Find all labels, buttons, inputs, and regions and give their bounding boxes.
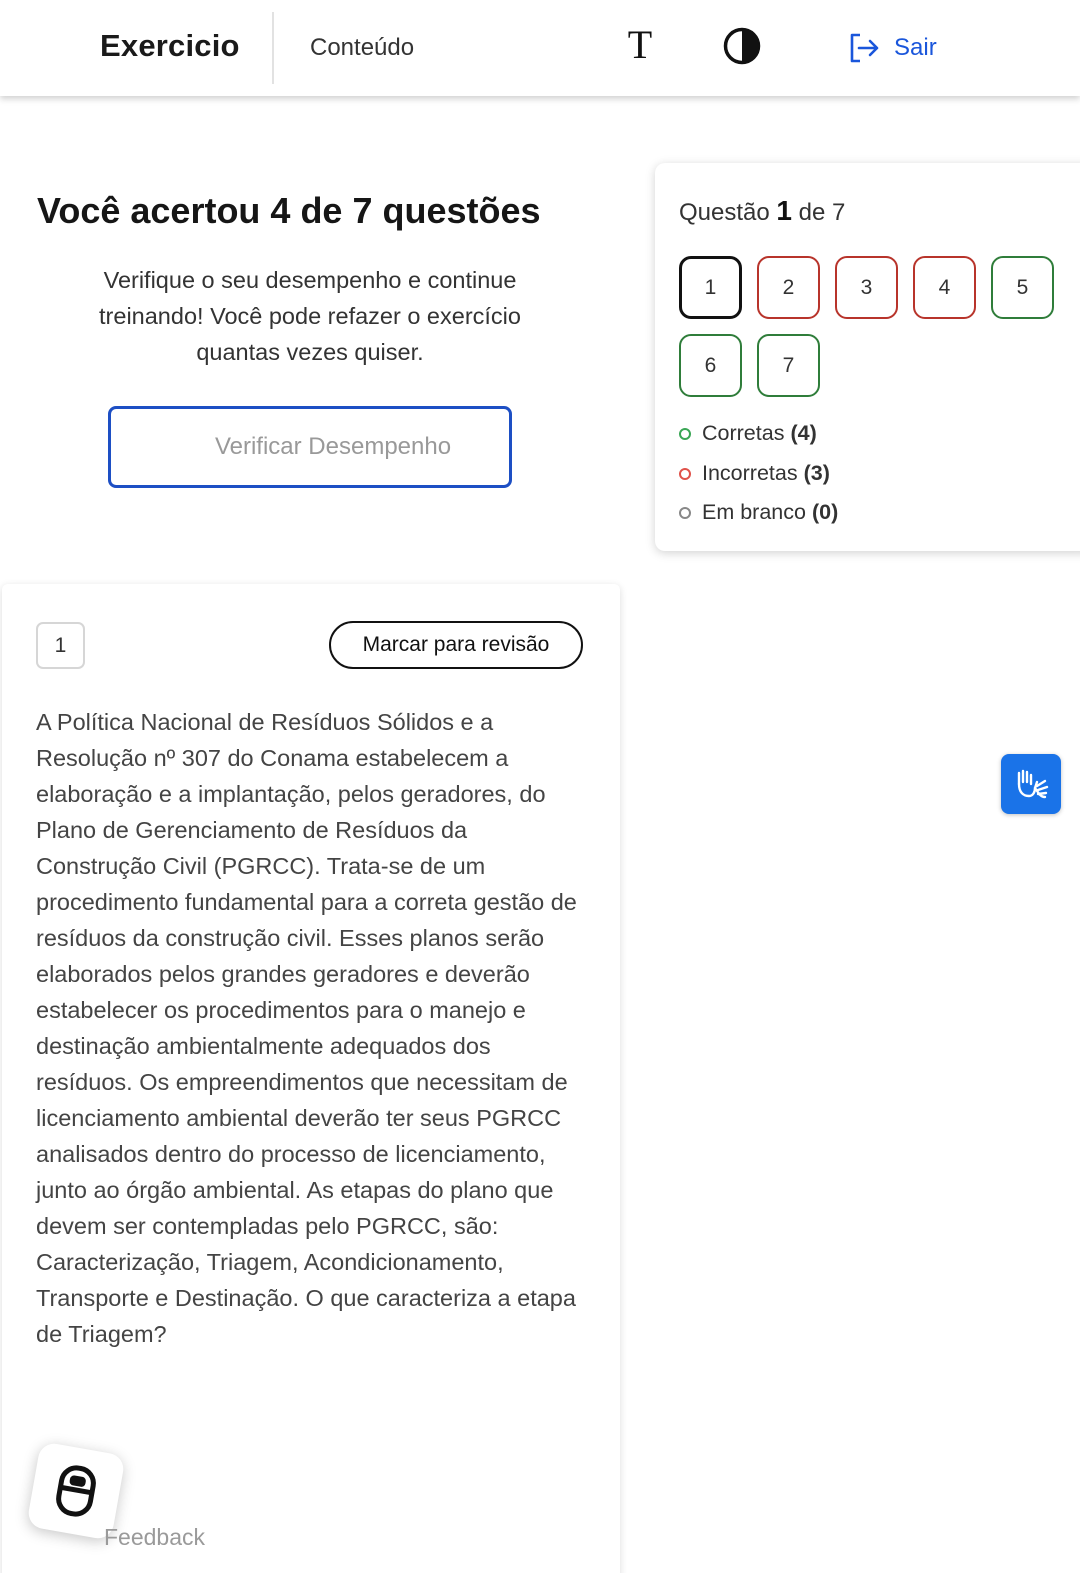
question-counter-suffix: de 7 bbox=[798, 199, 846, 226]
logout-label: Sair bbox=[894, 34, 937, 61]
contrast-button[interactable] bbox=[722, 26, 762, 66]
legend-blank-count: (0) bbox=[811, 500, 839, 524]
question-number-badge: 1 bbox=[36, 622, 85, 669]
legend-incorrect-count: (3) bbox=[803, 461, 830, 485]
sign-language-widget-button[interactable] bbox=[1001, 754, 1061, 814]
result-title: Você acertou 4 de 7 questões bbox=[37, 190, 541, 231]
question-navigator-panel bbox=[655, 163, 1080, 551]
result-description: Verifique o seu desempenho e continue treinando! Você pode refazer o exercício quantas vezes quiser. bbox=[99, 267, 521, 365]
logout-icon bbox=[846, 30, 882, 66]
question-counter bbox=[679, 195, 845, 227]
brand-title: Exercicio bbox=[100, 28, 240, 63]
legend-blank-dot bbox=[679, 507, 691, 519]
question-button-2[interactable]: 2 bbox=[757, 256, 820, 319]
question-button-4[interactable]: 4 bbox=[913, 256, 976, 319]
legend-correct-count: (4) bbox=[790, 421, 817, 445]
sign-language-hands-icon bbox=[1011, 764, 1051, 804]
legend-incorrect-dot bbox=[679, 468, 691, 480]
question-counter-prefix: Questão bbox=[679, 199, 770, 226]
question-button-6[interactable]: 6 bbox=[679, 334, 742, 397]
top-navigation-bar bbox=[0, 0, 1080, 96]
mark-for-review-button[interactable]: Marcar para revisão bbox=[329, 621, 583, 669]
text-size-icon bbox=[622, 24, 658, 68]
legend-incorrect-label: Incorretas bbox=[702, 461, 798, 485]
question-button-5[interactable]: 5 bbox=[991, 256, 1054, 319]
question-counter-current: 1 bbox=[776, 195, 792, 226]
legend-incorrect bbox=[679, 461, 830, 486]
svg-text:T: T bbox=[627, 24, 653, 67]
mouse-icon bbox=[50, 1461, 103, 1522]
verify-performance-button[interactable]: Verificar Desempenho bbox=[108, 406, 512, 488]
contrast-icon bbox=[722, 26, 762, 66]
question-button-1[interactable]: 1 bbox=[679, 256, 742, 319]
question-card bbox=[2, 584, 620, 1573]
font-size-button[interactable] bbox=[622, 24, 658, 68]
question-statement: A Política Nacional de Resíduos Sólidos e a Resolução nº 307 do Conama estabelecem a elaboração e a implantação, pelos geradores, do Plano de Gerenciamento de Resíduos da Construção Civil (PGRCC). Trata-se de um procedimento fundamental para a correta gestão de resíduos da construção civil. Esses planos serão elaborados pelos grandes geradores e deverão estabelecer os procedimentos para o manejo e destinação ambientalmente adequados dos resíduos. Os empreendimentos que necessitam de licenciamento ambiental deverão ter seus PGRCC analisados dentro do processo de licenciamento, junto ao órgão ambiental. As etapas do plano que devem ser contempladas pelo PGRCC, são: Caracterização, Triagem, Acondicionamento, Transporte e Destinação. O que caracteriza a etapa de Triagem? bbox=[36, 709, 577, 1347]
logout-button[interactable] bbox=[846, 30, 937, 66]
nav-divider bbox=[272, 12, 274, 84]
feedback-label: Feedback bbox=[104, 1524, 206, 1550]
nav-link-content[interactable]: Conteúdo bbox=[310, 34, 415, 61]
question-button-7[interactable]: 7 bbox=[757, 334, 820, 397]
legend-correct bbox=[679, 421, 817, 446]
legend-blank bbox=[679, 500, 838, 525]
question-button-3[interactable]: 3 bbox=[835, 256, 898, 319]
legend-correct-dot bbox=[679, 428, 691, 440]
legend-correct-label: Corretas bbox=[702, 421, 785, 445]
legend-blank-label: Em branco bbox=[702, 500, 806, 524]
